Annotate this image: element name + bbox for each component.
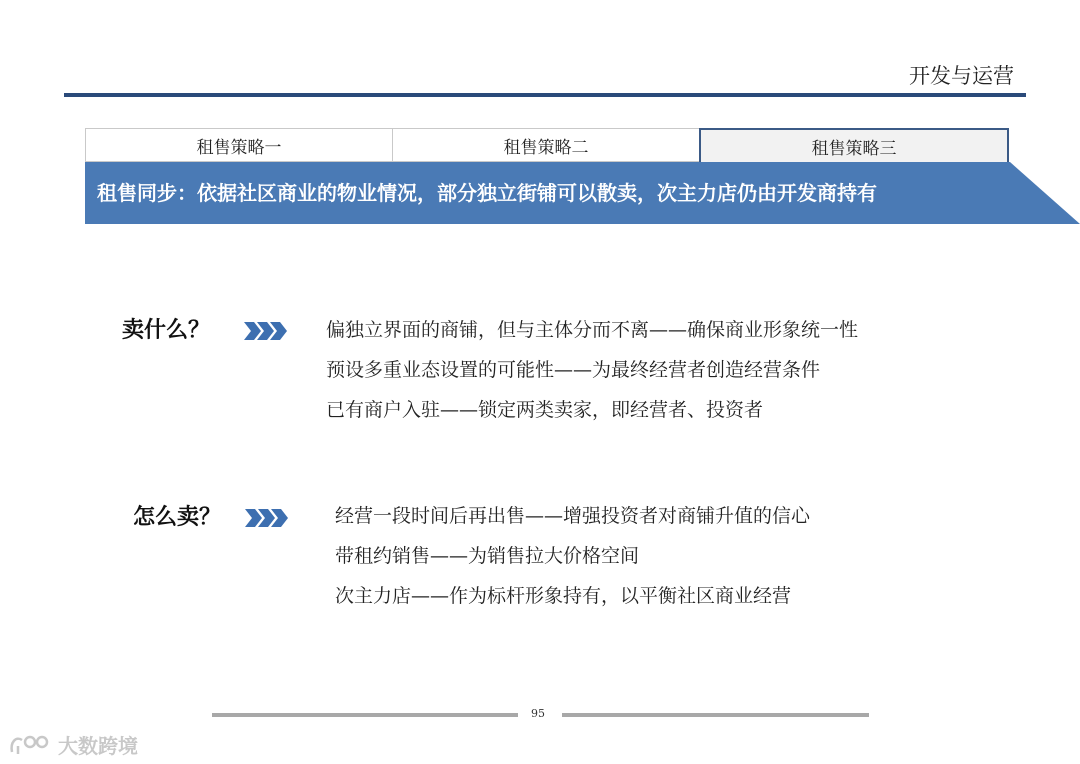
triple-arrow-icon — [244, 320, 290, 342]
tab-strategy-1[interactable]: 租售策略一 — [85, 128, 392, 162]
watermark — [8, 730, 138, 759]
question-what-to-sell: 卖什么？ — [122, 318, 211, 343]
footer-rule-right — [562, 713, 869, 717]
watermark-text: 大数跨境 — [58, 734, 138, 758]
answer-line: 经营一段时间后再出售——增强投资者对商铺升值的信心 — [335, 505, 811, 527]
answer-line: 偏独立界面的商铺，但与主体分而不离——确保商业形象统一性 — [326, 319, 859, 341]
page-header-title: 开发与运营 — [909, 64, 1014, 88]
triple-arrow-icon — [245, 507, 291, 529]
answers-how-to-sell — [335, 496, 810, 616]
answer-line: 带租约销售——为销售拉大价格空间 — [335, 545, 640, 567]
tab-strategy-3[interactable]: 租售策略三 — [699, 128, 1009, 162]
answer-line: 已有商户入驻——锁定两类卖家，即经营者、投资者 — [326, 399, 764, 421]
watermark-logo-icon — [8, 732, 52, 758]
question-how-to-sell: 怎么卖？ — [133, 505, 222, 530]
strategy-tabs — [85, 128, 1009, 162]
footer-rule-left — [212, 713, 518, 717]
tab-strategy-2[interactable]: 租售策略二 — [392, 128, 699, 162]
answer-line: 次主力店——作为标杆形象持有，以平衡社区商业经营 — [335, 585, 792, 607]
strategy-banner — [85, 162, 1080, 224]
banner-text: 租售同步：依据社区商业的物业情况，部分独立街铺可以散卖，次主力店仍由开发商持有 — [97, 181, 877, 205]
answer-line: 预设多重业态设置的可能性——为最终经营者创造经营条件 — [326, 359, 821, 381]
answers-what-to-sell — [326, 310, 858, 430]
header-divider — [64, 93, 1026, 97]
page-number: 95 — [531, 707, 545, 720]
